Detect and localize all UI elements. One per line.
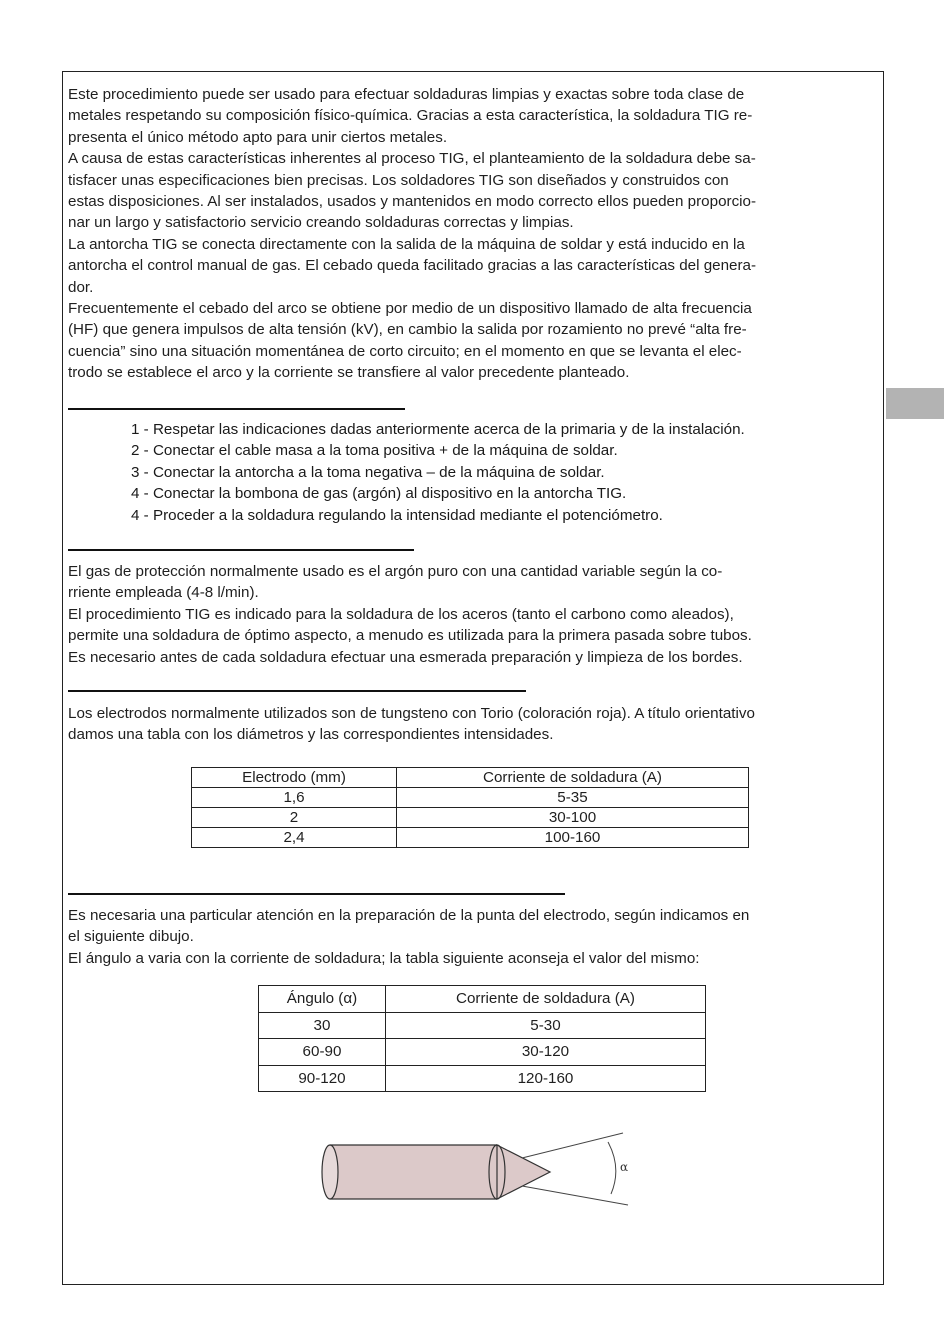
angle-arc: [608, 1142, 616, 1194]
text-line: nar un largo y satisfactorio servicio creando soldaduras correctas y limpias.: [68, 214, 574, 232]
angle-current-table: [258, 985, 706, 1092]
text-line: Este procedimiento puede ser usado para efectuar soldaduras limpias y exactas sobre toda clase de: [68, 86, 745, 103]
table-row: [259, 1012, 706, 1039]
tip-paragraph: [68, 905, 880, 969]
text-line: (HF) que genera impulsos de alta tensión (kV), en cambio la salida por rozamiento no prevé “alta fre-: [68, 321, 747, 339]
angle-line-upper: [522, 1133, 623, 1158]
text-line: damos una tabla con los diámetros y las correspondientes intensidades.: [68, 726, 554, 744]
text-line: El procedimiento TIG es indicado para la soldadura de los aceros (tanto el carbono como aleados),: [68, 605, 734, 623]
text-line: metales respetando su composición físico-química. Gracias a esta característica, la soldadura TIG re-: [68, 107, 753, 125]
text-line: dor.: [68, 278, 94, 296]
table-cell: 90-120: [259, 1065, 386, 1092]
table-cell: 30-100: [397, 808, 749, 828]
text-line: rriente empleada (4-8 l/min).: [68, 584, 259, 602]
text-line: A causa de estas características inherentes al proceso TIG, el planteamiento de la soldadura debe sa-: [68, 150, 756, 168]
angle-label: α: [620, 1160, 629, 1174]
list-item: 3 - Conectar la antorcha a la toma negativa – de la máquina de soldar.: [131, 463, 605, 481]
heading-rule-installation: [68, 408, 405, 410]
text-line: El gas de protección normalmente usado es el argón puro con una cantidad variable según la co-: [68, 563, 723, 580]
table-cell: 5-30: [385, 1012, 705, 1039]
text-line: permite una soldadura de óptimo aspecto, a menudo es utilizada para la primera pasada sobre tubos.: [68, 627, 752, 645]
text-line: Es necesario antes de cada soldadura efectuar una esmerada preparación y limpieza de los bordes.: [68, 648, 743, 666]
list-item: 1 - Respetar las indicaciones dadas anteriormente acerca de la primaria y de la instalación.: [131, 421, 745, 438]
table-cell: 2,4: [192, 828, 397, 848]
table-row: [259, 1065, 706, 1092]
heading-rule-gas: [68, 549, 414, 551]
electrode-tip-drawing: [310, 1128, 640, 1210]
list-item: 2 - Conectar el cable masa a la toma positiva + de la máquina de soldar.: [131, 442, 618, 460]
table-header: Corriente de soldadura (A): [397, 768, 749, 788]
text-line: tisfacer unas especificaciones bien precisas. Los soldadores TIG son diseñados y construidos con: [68, 171, 729, 189]
table-cell: 30: [259, 1012, 386, 1039]
table-cell: 5-35: [397, 788, 749, 808]
gas-paragraph: [68, 561, 880, 668]
table-cell: 120-160: [385, 1065, 705, 1092]
table-row: [192, 828, 749, 848]
electrodes-paragraph: [68, 703, 880, 746]
text-line: El ángulo a varia con la corriente de soldadura; la tabla siguiente aconseja el valor del mismo:: [68, 949, 700, 967]
electrode-body: [330, 1145, 497, 1199]
heading-rule-electrode-tip: [68, 893, 565, 895]
text-line: Es necesaria una particular atención en la preparación de la punta del electrodo, según indicamos en: [68, 907, 750, 924]
list-item: 4 - Proceder a la soldadura regulando la intensidad mediante el potenciómetro.: [131, 506, 663, 524]
table-cell: 30-120: [385, 1039, 705, 1066]
text-line: Frecuentemente el cebado del arco se obtiene por medio de un dispositivo llamado de alta frecuencia: [68, 300, 752, 318]
table-cell: 1,6: [192, 788, 397, 808]
text-line: presenta el único método apto para unir ciertos metales.: [68, 128, 448, 146]
table-row: [192, 808, 749, 828]
table-header: Corriente de soldadura (A): [385, 986, 705, 1013]
intro-paragraph: [68, 84, 880, 384]
text-line: Los electrodos normalmente utilizados son de tungsteno con Torio (coloración roja). A título orientativo: [68, 705, 755, 722]
text-line: estas disposiciones. Al ser instalados, usados y mantenidos en modo correcto ellos pueden proporcio-: [68, 193, 757, 211]
heading-rule-electrodes: [68, 690, 526, 692]
table-cell: 2: [192, 808, 397, 828]
table-row: [192, 788, 749, 808]
list-item: 4 - Conectar la bombona de gas (argón) al dispositivo en la antorcha TIG.: [131, 485, 627, 503]
table-cell: 100-160: [397, 828, 749, 848]
table-header: Electrodo (mm): [192, 768, 397, 788]
text-line: La antorcha TIG se conecta directamente con la salida de la máquina de soldar y está inducido en la: [68, 235, 745, 253]
section-tab-marker: [886, 388, 944, 419]
table-cell: 60-90: [259, 1039, 386, 1066]
angle-line-lower: [522, 1186, 628, 1205]
text-line: antorcha el control manual de gas. El cebado queda facilitado gracias a las características del genera-: [68, 257, 757, 275]
text-line: trodo se establece el arco y la corriente se transfiere al valor precedente planteado.: [68, 364, 630, 382]
electrode-back-face: [322, 1145, 338, 1199]
text-line: cuencia” sino una situación momentánea de corto circuito; en el momento en que se levanta el elec-: [68, 342, 742, 360]
table-row: [259, 1039, 706, 1066]
installation-steps: [131, 419, 745, 526]
text-line: el siguiente dibujo.: [68, 928, 194, 946]
table-header: Ángulo (α): [259, 986, 386, 1013]
electrode-current-table: [191, 767, 749, 848]
